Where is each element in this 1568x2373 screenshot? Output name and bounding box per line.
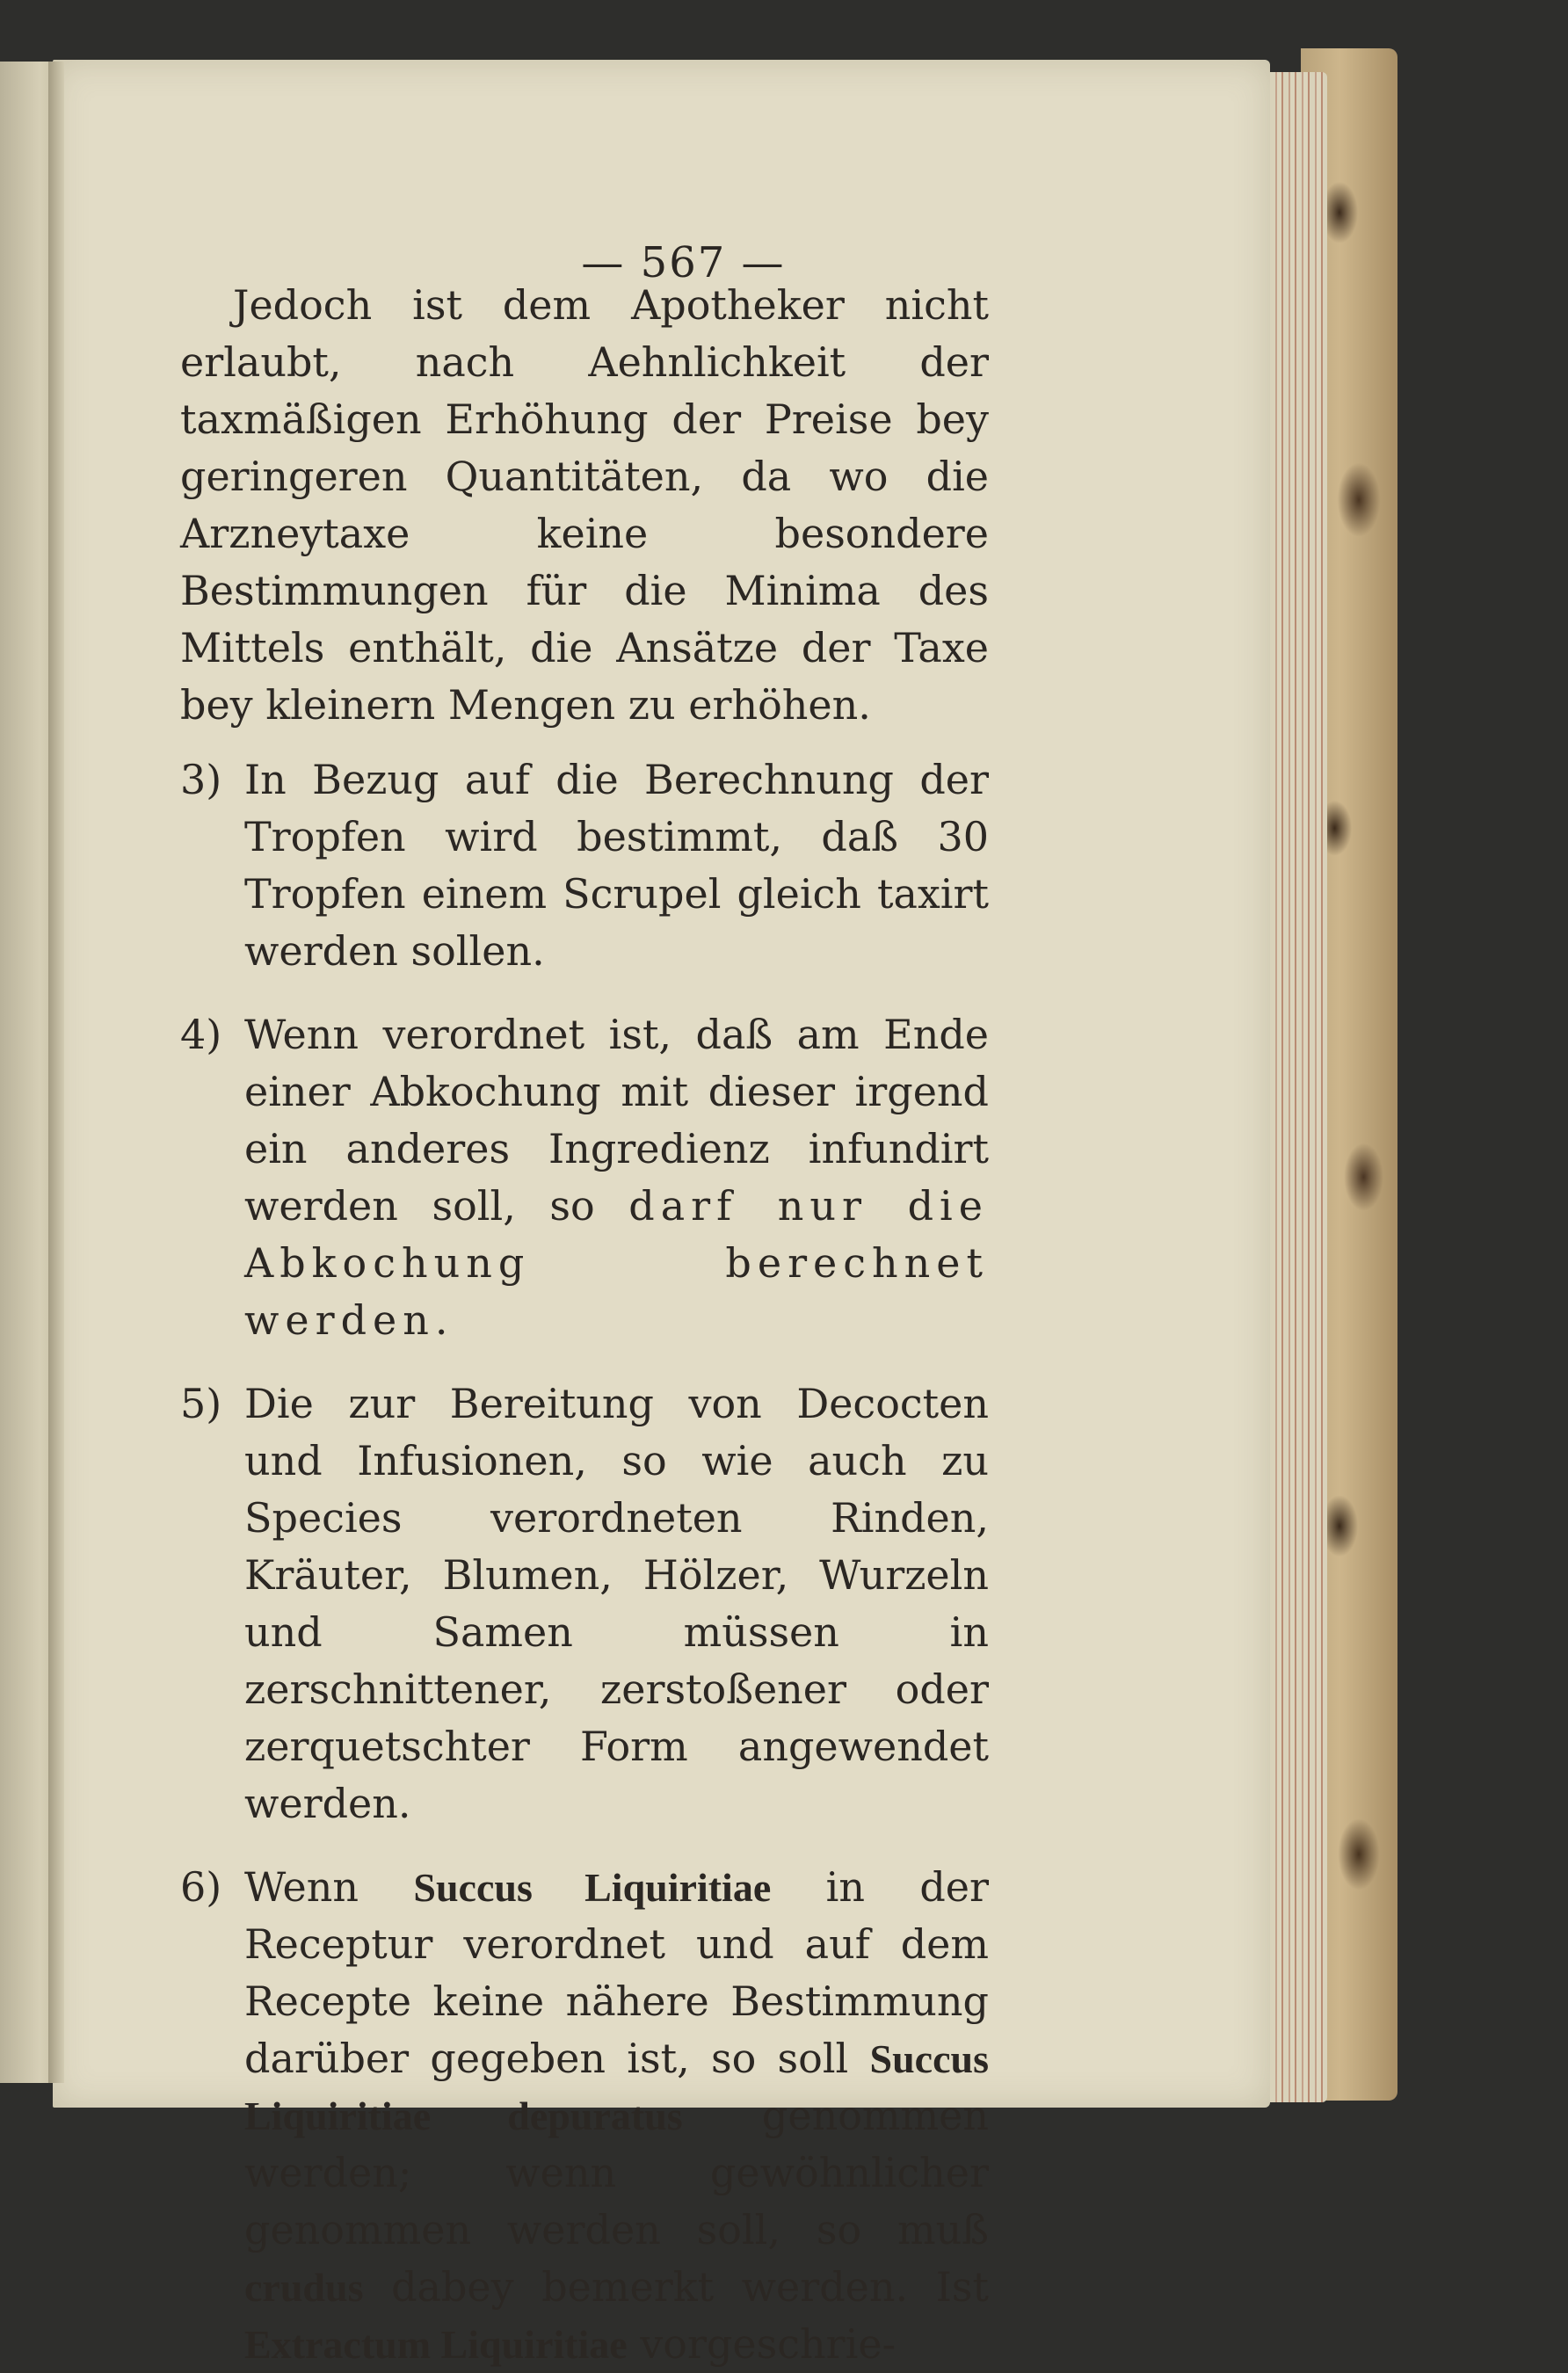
item-number: 5) <box>180 1380 222 1427</box>
item-text: Wenn verordnet ist, daß am Ende einer Abkochung mit dieser irgend ein anderes Ingredienz infundirt werden soll, so <box>244 1011 989 1230</box>
list-item <box>180 751 989 980</box>
item-text: dabey bemerkt werden. Ist <box>363 2263 989 2311</box>
page-text <box>180 277 989 2373</box>
item-text: vorgeschrie- <box>627 2320 897 2368</box>
intro-paragraph <box>180 277 989 734</box>
page-number: — 567 — <box>581 238 786 287</box>
item-text: Die zur Bereitung von Decocten und Infusionen, so wie auch zu Species verordneten Rinden, Kräuter, Blumen, Hölzer, Wurzeln und Samen müssen in zerschnittener, zerstoßener oder zerquetschter Form angewendet werden. <box>244 1380 989 1827</box>
latin-term: Succus Liquiritiae <box>413 1865 772 1910</box>
item-text: genommen werden; wenn gewöhnlicher genommen werden soll, so muß <box>244 2092 989 2253</box>
book-gutter <box>48 62 64 2083</box>
item-text: Wenn <box>244 1863 414 1911</box>
item-emphasis: darf nur die Abkochung berechnet werden. <box>244 1182 989 1344</box>
list-item <box>180 1006 989 1349</box>
list-item <box>180 1859 989 2373</box>
intro-text: Jedoch ist dem Apotheker nicht erlaubt, nach Aehnlichkeit der taxmäßigen Erhöhung der Preise bey geringeren Quantitäten, da wo die Arzneytaxe keine besondere Bestimmungen für die Minima des Mittels enthält, die Ansätze der Taxe bey kleinern Mengen zu erhöhen. <box>180 281 989 729</box>
item-number: 3) <box>180 756 222 803</box>
item-number: 6) <box>180 1863 222 1911</box>
latin-term: Extractum Liquiritiae <box>244 2322 628 2367</box>
item-text: In Bezug auf die Berechnung der Tropfen wird bestimmt, daß 30 Tropfen einem Scrupel gleich taxirt werden sollen. <box>244 756 989 975</box>
item-text: in der Receptur verordnet und auf dem Recepte keine nähere Bestimmung darüber gegeben ist, so soll <box>244 1863 989 2082</box>
list-item <box>180 1375 989 1832</box>
latin-term: Succus Liquiritiae depuratus <box>244 2036 989 2138</box>
latin-term: crudus <box>244 2265 364 2310</box>
item-number: 4) <box>180 1011 222 1058</box>
